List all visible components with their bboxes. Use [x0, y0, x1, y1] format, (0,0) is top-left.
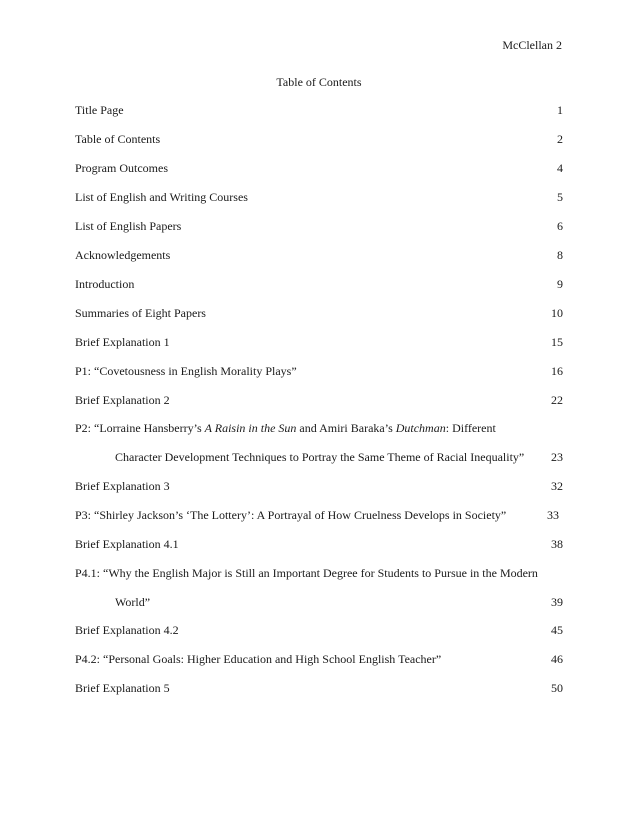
- toc-entry-label: World”: [115, 595, 151, 609]
- toc-entry: [75, 363, 563, 379]
- toc-entry-page: 22: [551, 393, 563, 407]
- toc-entry-continuation: [75, 594, 563, 610]
- toc-entry: [75, 276, 563, 292]
- toc-entry-page: 33: [547, 508, 559, 522]
- toc-entry-page: 8: [557, 248, 563, 262]
- toc-entry-page: 1: [557, 103, 563, 117]
- toc-entry-label: Brief Explanation 1: [75, 335, 170, 349]
- toc-entry-page: 23: [551, 450, 563, 464]
- toc-entry-continuation: [75, 449, 563, 465]
- toc-entry-label: Title Page: [75, 103, 124, 117]
- toc-entry-label: P4.1: “Why the English Major is Still an Important Degree for Students to Pursue in the Modern: [75, 566, 538, 580]
- toc-entry-label: List of English Papers: [75, 219, 182, 233]
- toc-entry-page: 9: [557, 277, 563, 291]
- toc-entry: [75, 507, 563, 523]
- toc-entry-page: 16: [551, 364, 563, 378]
- toc-entry-page: 2: [557, 132, 563, 146]
- toc-entry-page: 45: [551, 623, 563, 637]
- label-text: P2: “Lorraine Hansberry’s: [75, 421, 205, 435]
- toc-entry-label: List of English and Writing Courses: [75, 190, 248, 204]
- toc-entry: [75, 102, 563, 118]
- toc-entry-label: Summaries of Eight Papers: [75, 306, 206, 320]
- toc-entry: [75, 565, 563, 581]
- toc-entry-page: 6: [557, 219, 563, 233]
- toc-entry: [75, 334, 563, 350]
- toc-entry: [75, 189, 563, 205]
- toc-entry: [75, 622, 563, 638]
- toc-entry-label: [75, 420, 496, 436]
- toc-entry: [75, 305, 563, 321]
- toc-entry-label: Brief Explanation 2: [75, 393, 170, 407]
- toc-entry-label: Table of Contents: [75, 132, 161, 146]
- toc-entry: [75, 392, 563, 408]
- toc-entry-label: Program Outcomes: [75, 161, 168, 175]
- toc-entry-label: Brief Explanation 4.1: [75, 537, 179, 551]
- toc-entry-label: Character Development Techniques to Portray the Same Theme of Racial Inequality”: [115, 450, 525, 464]
- toc-entry-page: 10: [551, 306, 563, 320]
- toc-entry: [75, 651, 563, 667]
- toc-entry-page: 38: [551, 537, 563, 551]
- toc-entry-label: P1: “Covetousness in English Morality Plays”: [75, 364, 297, 378]
- toc-entry-page: 15: [551, 335, 563, 349]
- toc-entry-label: Brief Explanation 3: [75, 479, 170, 493]
- page-title: Table of Contents: [276, 75, 362, 89]
- toc-entry: [75, 160, 563, 176]
- toc-entry-label: Brief Explanation 5: [75, 681, 170, 695]
- toc-entry-label: P4.2: “Personal Goals: Higher Education and High School English Teacher”: [75, 652, 442, 666]
- toc-entry-page: 46: [551, 652, 563, 666]
- toc-entry: [75, 536, 563, 552]
- toc-entry-label: Introduction: [75, 277, 135, 291]
- toc-entry-page: 5: [557, 190, 563, 204]
- toc-entry-page: 32: [551, 479, 563, 493]
- toc-entry-page: 39: [551, 595, 563, 609]
- label-text: and Amiri Baraka’s: [296, 421, 396, 435]
- toc-entry: [75, 420, 563, 436]
- toc-entry-label: Brief Explanation 4.2: [75, 623, 179, 637]
- label-italic-title: Dutchman: [395, 421, 446, 435]
- toc-entry: [75, 247, 563, 263]
- toc-entry: [75, 478, 563, 494]
- label-italic-title: A Raisin in the Sun: [204, 421, 297, 435]
- toc-entry: [75, 680, 563, 696]
- toc-entry-page: 4: [557, 161, 563, 175]
- toc-entry-label: Acknowledgements: [75, 248, 171, 262]
- toc-entry-page: 50: [551, 681, 563, 695]
- running-head: McClellan 2: [502, 38, 562, 52]
- toc-entry: [75, 218, 563, 234]
- toc-entry-label: P3: “Shirley Jackson’s ‘The Lottery’: A Portrayal of How Cruelness Develops in Society”: [75, 508, 507, 522]
- label-text: : Different: [445, 421, 496, 435]
- toc-entry: [75, 131, 563, 147]
